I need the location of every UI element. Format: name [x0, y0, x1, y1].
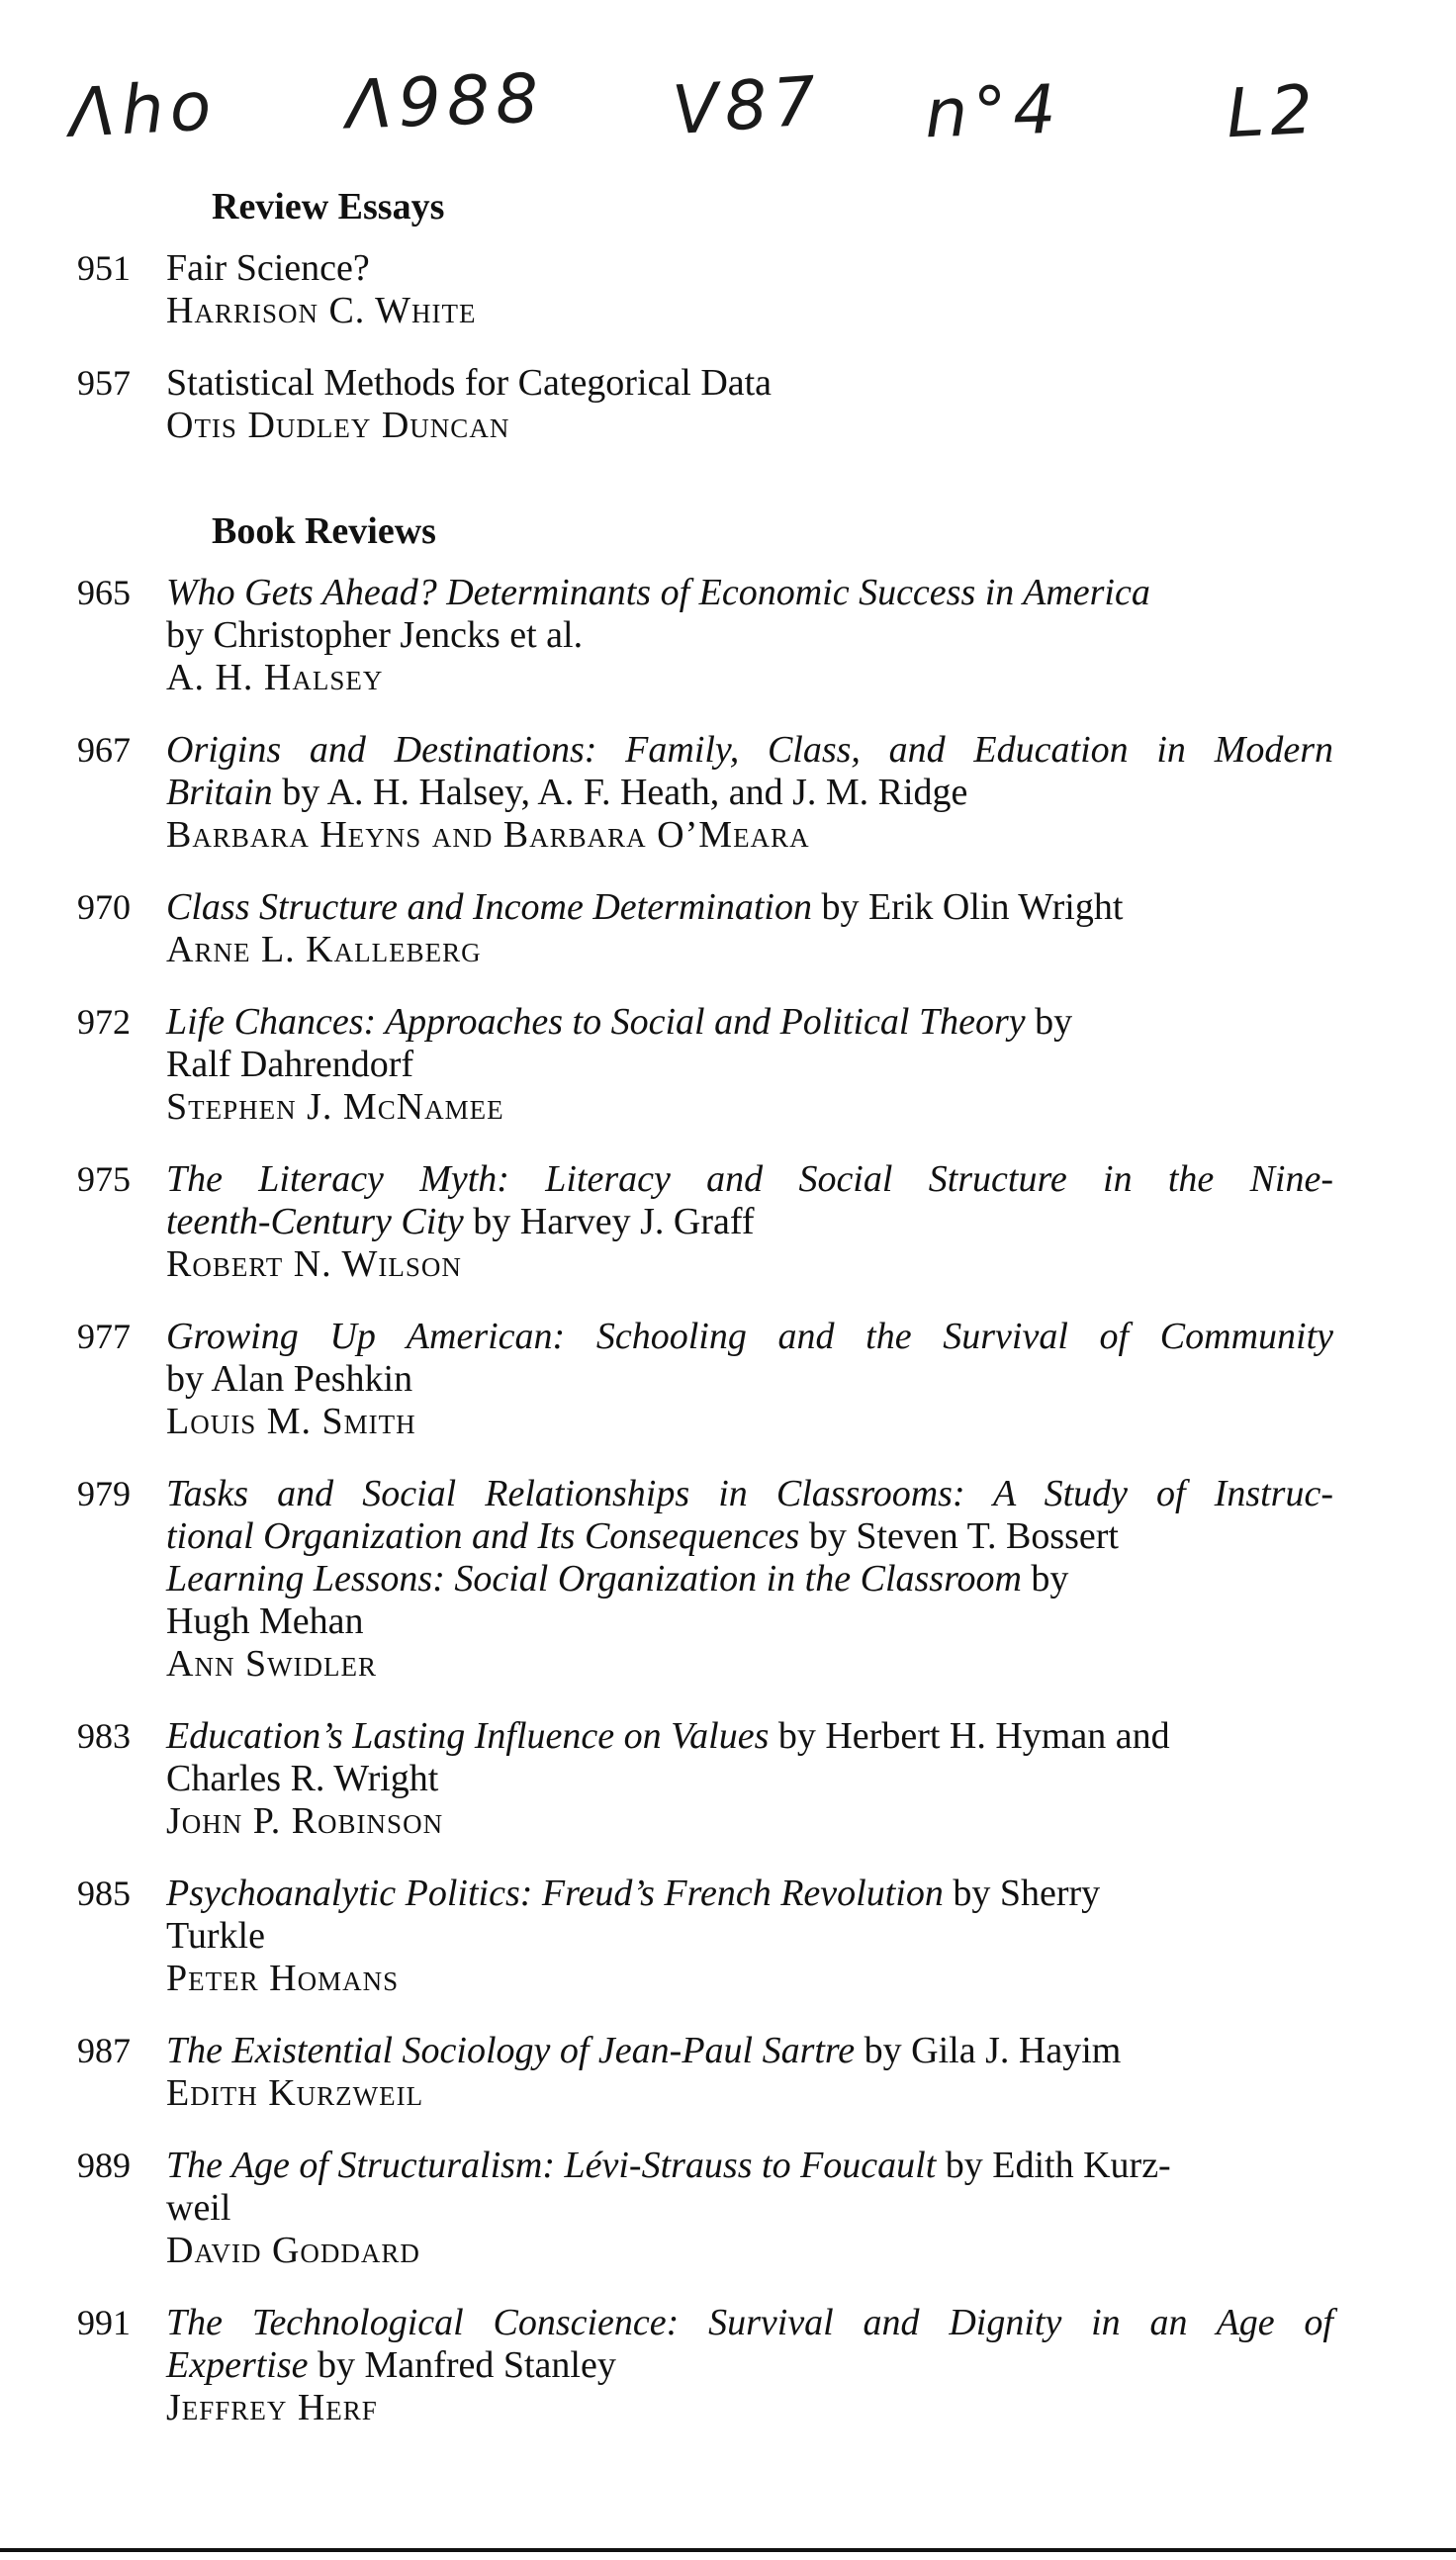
- entry-body: [166, 247, 1333, 332]
- handwritten-mark: L2: [1224, 70, 1321, 154]
- book-author: Turkle: [166, 1915, 265, 1957]
- book-title: Life Chances: Approaches to Social and Political Theory: [166, 1001, 1026, 1043]
- entry-line: [166, 1201, 1333, 1243]
- reviewer-name: Jeffrey Herf: [166, 2387, 378, 2428]
- entry-line: [166, 572, 1333, 614]
- book-title: The Literacy Myth: Literacy and Social Structure in the Nine-: [166, 1158, 1333, 1200]
- toc-entry: [0, 2030, 1456, 2115]
- entry-line: [166, 2302, 1333, 2344]
- entry-body: [166, 1001, 1333, 1129]
- book-author: by Erik Olin Wright: [811, 886, 1124, 928]
- entry-body: [166, 1715, 1333, 1843]
- reviewer-name: Otis Dudley Duncan: [166, 405, 510, 446]
- book-title: Class Structure and Income Determination: [166, 886, 812, 928]
- book-title: Education’s Lasting Influence on Values: [166, 1715, 770, 1757]
- toc-entry: [0, 1316, 1456, 1443]
- toc-entry: [0, 886, 1456, 971]
- book-title: The Technological Conscience: Survival and Dignity in an Age of: [166, 2302, 1333, 2343]
- entry-line: [166, 1316, 1333, 1358]
- table-of-contents: [0, 180, 1456, 2459]
- page-number: 967: [77, 730, 131, 770]
- reviewer-name: Peter Homans: [166, 1958, 400, 1999]
- book-author: by Manfred Stanley: [308, 2344, 616, 2386]
- page-number: 983: [77, 1716, 131, 1756]
- toc-entry: [0, 1001, 1456, 1129]
- entry-body: [166, 729, 1333, 857]
- book-author: by Steven T. Bossert: [799, 1515, 1119, 1557]
- book-author: Charles R. Wright: [166, 1758, 439, 1799]
- handwritten-mark: V87: [670, 61, 825, 151]
- entry-line: [166, 1515, 1333, 1558]
- handwritten-mark: Λho: [67, 67, 220, 153]
- review-essays-heading: Review Essays: [212, 186, 445, 228]
- book-author: by Edith Kurz-: [936, 2145, 1171, 2186]
- toc-entry: [0, 1873, 1456, 2000]
- entry-line: [166, 614, 1333, 657]
- entry-body: [166, 2145, 1333, 2272]
- book-title: Origins and Destinations: Family, Class, and Education in Modern: [166, 729, 1333, 771]
- page-number: 970: [77, 887, 131, 927]
- entry-body: [166, 572, 1333, 699]
- entry-body: [166, 1316, 1333, 1443]
- entry-line: [166, 2145, 1333, 2187]
- book-title: Tasks and Social Relationships in Classrooms: A Study of Instruc-: [166, 1473, 1333, 1514]
- page-number: 972: [77, 1002, 131, 1042]
- reviewer-name: Robert N. Wilson: [166, 1243, 462, 1285]
- book-author: weil: [166, 2187, 231, 2229]
- book-author: by Sherry: [943, 1873, 1101, 1914]
- entry-body: [166, 1473, 1333, 1686]
- page-number: 991: [77, 2303, 131, 2342]
- entry-line: [166, 1600, 1333, 1643]
- page-number: 951: [77, 248, 131, 288]
- entry-line: [166, 2344, 1333, 2387]
- reviewer-name: John P. Robinson: [166, 1800, 444, 1842]
- book-title: Growing Up American: Schooling and the Survival of Community: [166, 1316, 1333, 1357]
- book-author: by A. H. Halsey, A. F. Heath, and J. M. Ridge: [272, 772, 968, 813]
- book-title: Britain: [166, 772, 273, 813]
- entry-body: [166, 362, 1333, 447]
- entry-line: [166, 2187, 1333, 2230]
- entry-body: [166, 1873, 1333, 2000]
- entry-body: [166, 2030, 1333, 2115]
- toc-entry: [0, 572, 1456, 699]
- entry-line: [166, 1001, 1333, 1044]
- page-number: 985: [77, 1874, 131, 1913]
- reviewer-name: David Goddard: [166, 2230, 420, 2271]
- entry-body: [166, 1158, 1333, 1286]
- toc-entry: [0, 362, 1456, 447]
- entry-line: [166, 1873, 1333, 1915]
- entry-line: [166, 1715, 1333, 1758]
- toc-entry: [0, 2145, 1456, 2272]
- book-title: tional Organization and Its Consequences: [166, 1515, 800, 1557]
- book-title: Expertise: [166, 2344, 309, 2386]
- toc-entry: [0, 1715, 1456, 1843]
- entry-line: [166, 1758, 1333, 1800]
- toc-entry: [0, 1473, 1456, 1686]
- book-title: Who Gets Ahead? Determinants of Economic Success in America: [166, 572, 1150, 613]
- book-title: The Age of Structuralism: Lévi-Strauss to Foucault: [166, 2145, 937, 2186]
- book-title: teenth-Century City: [166, 1201, 464, 1242]
- entry-line: [166, 1044, 1333, 1086]
- toc-entry: [0, 247, 1456, 332]
- entry-line: [166, 1158, 1333, 1201]
- book-title: Psychoanalytic Politics: Freud’s French Revolution: [166, 1873, 944, 1914]
- reviewer-name: Louis M. Smith: [166, 1401, 416, 1442]
- reviewer-name: Ann Swidler: [166, 1643, 378, 1685]
- entry-line: [166, 2030, 1333, 2072]
- book-title: The Existential Sociology of Jean-Paul Sartre: [166, 2030, 856, 2071]
- entry-line: [166, 772, 1333, 814]
- book-author: by Alan Peshkin: [166, 1358, 413, 1400]
- entry-line: [166, 1358, 1333, 1401]
- handwritten-note: [0, 59, 1456, 178]
- page-number: 975: [77, 1159, 131, 1199]
- handwritten-mark: n°4: [923, 70, 1063, 154]
- book-author: Hugh Mehan: [166, 1600, 364, 1642]
- entry-body: [166, 886, 1333, 971]
- reviewer-name: Barbara Heyns and Barbara O’Meara: [166, 814, 810, 856]
- toc-entry: [0, 1158, 1456, 1286]
- book-author: by: [1021, 1558, 1069, 1600]
- book-author: Ralf Dahrendorf: [166, 1044, 414, 1085]
- book-author: by: [1025, 1001, 1073, 1043]
- book-author: by Christopher Jencks et al.: [166, 614, 584, 656]
- book-author: by Gila J. Hayim: [855, 2030, 1122, 2071]
- page-number: 965: [77, 573, 131, 612]
- page-number: 957: [77, 363, 131, 403]
- handwritten-mark: Λ988: [344, 59, 546, 145]
- bottom-rule: [0, 2548, 1456, 2552]
- page-number: 979: [77, 1474, 131, 1513]
- book-title: Learning Lessons: Social Organization in the Classroom: [166, 1558, 1022, 1600]
- entry-line: [166, 886, 1333, 929]
- reviewer-name: Edith Kurzweil: [166, 2072, 424, 2114]
- book-author: by Harvey J. Graff: [463, 1201, 755, 1242]
- page-number: 989: [77, 2146, 131, 2185]
- entry-line: [166, 1915, 1333, 1958]
- toc-entry: [0, 729, 1456, 857]
- page-number: 987: [77, 2031, 131, 2070]
- reviewer-name: Arne L. Kalleberg: [166, 929, 482, 970]
- toc-entry: [0, 2302, 1456, 2429]
- book-author: by Herbert H. Hyman and: [769, 1715, 1170, 1757]
- entry-line: [166, 1558, 1333, 1600]
- reviewer-name: Stephen J. McNamee: [166, 1086, 504, 1128]
- entry-body: [166, 2302, 1333, 2429]
- essay-title: Statistical Methods for Categorical Data: [166, 362, 773, 404]
- essay-title: Fair Science?: [166, 247, 370, 289]
- reviewer-name: A. H. Halsey: [166, 657, 384, 698]
- book-reviews-heading: Book Reviews: [212, 510, 436, 552]
- entry-line: [166, 1473, 1333, 1515]
- page-number: 977: [77, 1317, 131, 1356]
- entry-line: [166, 729, 1333, 772]
- reviewer-name: Harrison C. White: [166, 290, 477, 331]
